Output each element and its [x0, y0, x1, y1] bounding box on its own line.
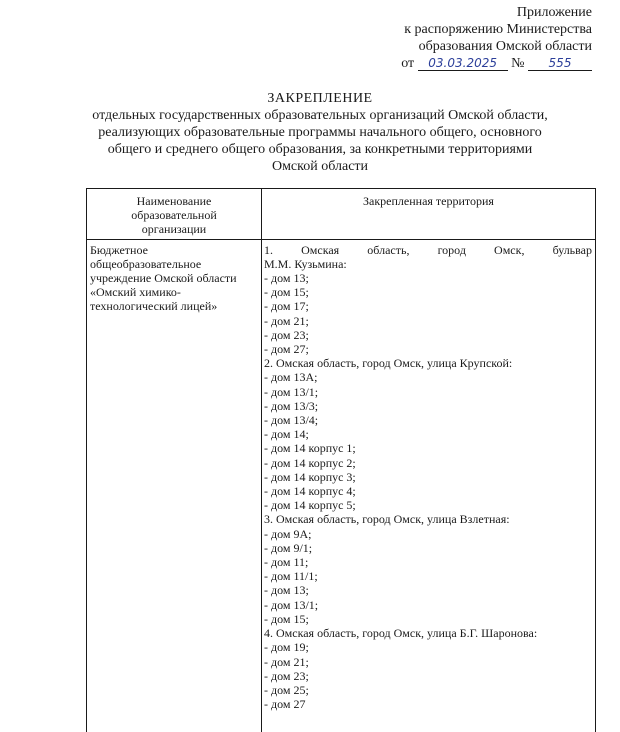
header-territory-text: Закрепленная территория: [363, 194, 494, 208]
title-line: отдельных государственных образовательных организаций Омской области,: [92, 108, 548, 123]
table-row: [87, 239, 596, 732]
house-item: - дом 13/4;: [264, 413, 319, 428]
street-heading: 2. Омская область, город Омск, улица Крупской:: [264, 356, 513, 371]
org-name-line: технологический лицей»: [90, 299, 218, 314]
house-item: - дом 17;: [264, 299, 309, 314]
handwritten-number: 555: [528, 56, 592, 71]
street-heading: 1. Омская область, город Омск, бульвар: [264, 242, 592, 257]
house-item: - дом 13;: [264, 583, 309, 598]
appendix-date-line: [401, 55, 592, 72]
house-item: - дом 14 корпус 5;: [264, 498, 356, 513]
header-territory-cell: [262, 189, 596, 240]
house-item: - дом 15;: [264, 611, 309, 626]
street-heading: 4. Омская область, город Омск, улица Б.Г. Шаронова:: [264, 626, 538, 641]
territory-table: [86, 188, 596, 732]
house-item: - дом 13;: [264, 271, 309, 286]
table-header-row: [87, 189, 596, 240]
house-item: - дом 27: [264, 697, 306, 712]
appendix-ministry: образования Омской области: [418, 39, 592, 54]
org-name-line: «Омский химико-: [90, 285, 181, 300]
house-item: - дом 13/1;: [264, 384, 319, 399]
house-item: - дом 21;: [264, 654, 309, 669]
house-item: - дом 21;: [264, 313, 309, 328]
house-item: - дом 14 корпус 4;: [264, 484, 356, 499]
house-item: - дом 11;: [264, 555, 309, 570]
house-item: - дом 27;: [264, 342, 309, 357]
title-heading: ЗАКРЕПЛЕНИЕ: [267, 91, 373, 106]
appendix-title: Приложение: [516, 5, 592, 20]
house-item: - дом 14 корпус 3;: [264, 469, 356, 484]
org-name-line: общеобразовательное: [90, 256, 202, 271]
house-item: - дом 9/1;: [264, 540, 313, 555]
street-heading: М.М. Кузьмина:: [264, 256, 347, 271]
header-org-text: организации: [141, 222, 207, 237]
number-label: №: [511, 56, 525, 71]
house-item: - дом 13/3;: [264, 398, 319, 413]
house-item: - дом 14 корпус 2;: [264, 455, 356, 470]
title-line: общего и среднего общего образования, за конкретными территориями: [107, 142, 533, 157]
territory-cell: [262, 239, 596, 732]
org-name: [90, 243, 258, 314]
header-org-text: Наименование: [136, 194, 212, 208]
house-item: - дом 13/1;: [264, 597, 319, 612]
title-line: реализующих образовательные программы начального общего, основного: [98, 125, 542, 140]
org-name-line: учреждение Омской области: [90, 271, 237, 286]
house-item: - дом 14;: [264, 427, 309, 442]
house-item: - дом 19;: [264, 640, 309, 655]
header-org-text: образовательной: [131, 208, 217, 223]
org-name-line: Бюджетное: [90, 242, 148, 257]
house-item: - дом 15;: [264, 285, 309, 300]
appendix-block: [401, 4, 592, 72]
house-item: - дом 9А;: [264, 526, 312, 541]
house-item: - дом 14 корпус 1;: [264, 441, 356, 456]
handwritten-date: 03.03.2025: [418, 56, 508, 71]
house-item: - дом 23;: [264, 668, 309, 683]
house-item: - дом 11/1;: [264, 569, 318, 584]
document-title: [60, 90, 580, 175]
house-item: - дом 25;: [264, 682, 309, 697]
street-heading: 3. Омская область, город Омск, улица Взлетная:: [264, 512, 510, 527]
house-item: - дом 23;: [264, 327, 309, 342]
from-label: от: [401, 56, 415, 71]
appendix-order-ref: к распоряжению Министерства: [404, 22, 592, 37]
title-line: Омской области: [271, 159, 369, 174]
org-cell: [87, 239, 262, 732]
house-item: - дом 13А;: [264, 370, 318, 385]
header-org-cell: [87, 189, 262, 240]
